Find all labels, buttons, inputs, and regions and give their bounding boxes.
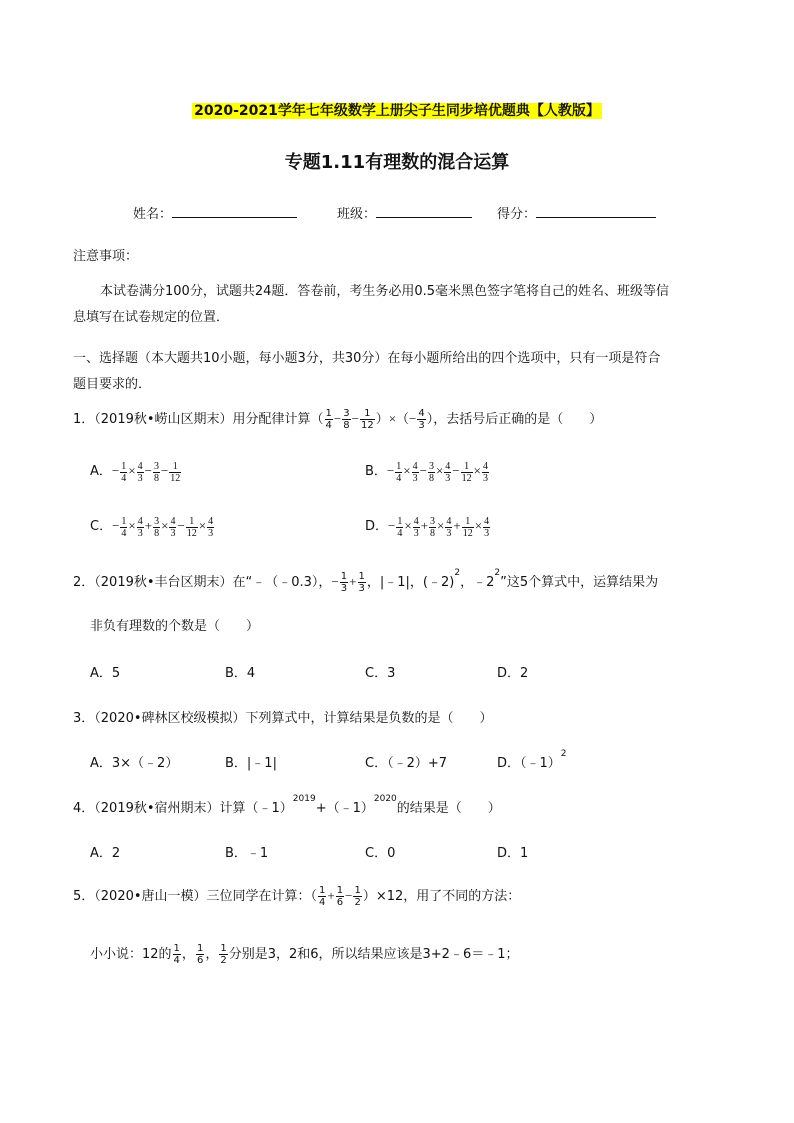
question-4-option-b[interactable]: B．﹣1 bbox=[225, 846, 269, 861]
question-1-option-c[interactable]: C．− $\frac{1}{4}$ × $\frac{4}{3}$ + $\frac{3}{8}$ × $\frac{4}{3}$ − $\frac{1}{12}$ × $\frac{4}{3}$ bbox=[90, 515, 214, 539]
question-1-option-a[interactable]: A．− $\frac{1}{4}$ × $\frac{4}{3}$ − $\frac{3}{8}$ − $\frac{1}{12}$ bbox=[90, 460, 181, 484]
question-1-option-d[interactable]: D．− $\frac{1}{4}$ × $\frac{4}{3}$ + $\frac{3}{8}$ × $\frac{4}{3}$ + $\frac{1}{12}$ × $\frac{4}{3}$ bbox=[365, 515, 490, 539]
question-4-option-a[interactable]: A．2 bbox=[90, 846, 121, 861]
document-header: 2020-2021学年七年级数学上册尖子生同步培优题典【人教版】 bbox=[194, 103, 600, 119]
question-3-stem: 3．（2020•碑林区校级模拟）下列算式中，计算结果是负数的是（ ） bbox=[73, 711, 493, 726]
score-field: 得分： bbox=[497, 203, 656, 222]
question-4-stem: 4．（2019秋•宿州期末）计算（﹣1）$^{2019}$+（﹣1）$^{2020}$的结果是（ ） bbox=[73, 794, 501, 816]
question-5-line-2: 小小说：12的 $\frac{1}{4}$ ， $\frac{1}{6}$ ， $\frac{1}{2}$ 分别是3，2和6，所以结果应该是3+2﹣6＝﹣1； bbox=[90, 943, 519, 966]
question-3-option-b[interactable]: B．|﹣1| bbox=[225, 756, 277, 771]
notice-line-1: 本试卷满分100分，试题共24题．答卷前，考生务必用0.5毫米黑色签字笔将自己的姓名、班级等信 bbox=[100, 284, 670, 299]
page-title: 专题1.11有理数的混合运算 bbox=[284, 152, 510, 173]
section-heading-line-2: 题目要求的． bbox=[73, 377, 152, 392]
notice-line-2: 息填写在试卷规定的位置． bbox=[73, 310, 230, 325]
name-field: 姓名： bbox=[133, 203, 297, 222]
question-4-option-d[interactable]: D．1 bbox=[497, 846, 529, 861]
question-2-option-c[interactable]: C．3 bbox=[365, 666, 396, 681]
question-2-stem-line-2: 非负有理数的个数是（ ） bbox=[90, 619, 260, 634]
question-1-option-b[interactable]: B．− $\frac{1}{4}$ × $\frac{4}{3}$ − $\frac{3}{8}$ × $\frac{4}{3}$ − $\frac{1}{12}$ × $\frac{4}{3}$ bbox=[365, 460, 488, 484]
question-3-option-d[interactable]: D．（﹣1）$^2$ bbox=[497, 749, 567, 771]
section-heading-line-1: 一、选择题（本大题共10小题，每小题3分，共30分）在每小题所给出的四个选项中，只有一项是符合 bbox=[73, 351, 661, 366]
question-4-option-c[interactable]: C．0 bbox=[365, 846, 396, 861]
question-2-option-d[interactable]: D．2 bbox=[497, 666, 529, 681]
score-blank[interactable] bbox=[536, 205, 656, 218]
question-1-stem: 1．（2019秋•崂山区期末）用分配律计算（ $\frac{1}{4}$ − $\frac{3}{8}$ − $\frac{1}{12}$ ）×（− $\frac{4}{3}$ ），去括号后正确的是（ ） bbox=[73, 408, 603, 431]
question-2-option-b[interactable]: B．4 bbox=[225, 666, 256, 681]
question-2-option-a[interactable]: A．5 bbox=[90, 666, 121, 681]
class-field: 班级： bbox=[337, 203, 472, 222]
question-5-stem: 5．（2020•唐山一模）三位同学在计算：（ $\frac{1}{4}$ + $\frac{1}{6}$ − $\frac{1}{2}$ ）×12，用了不同的方法： bbox=[73, 885, 521, 908]
question-3-option-c[interactable]: C．（﹣2）+7 bbox=[365, 756, 448, 771]
notice-heading: 注意事项： bbox=[73, 249, 139, 264]
question-2-stem: 2．（2019秋•丰台区期末）在“﹣（﹣0.3），− $\frac{1}{3}$ + $\frac{1}{3}$ ，|﹣1|，(﹣2)$^2$，$﹣2^2$”这5个算式中，运算结果为 bbox=[73, 568, 659, 594]
name-blank[interactable] bbox=[172, 205, 297, 218]
class-blank[interactable] bbox=[376, 205, 472, 218]
question-3-option-a[interactable]: A．3×（﹣2） bbox=[90, 756, 179, 771]
